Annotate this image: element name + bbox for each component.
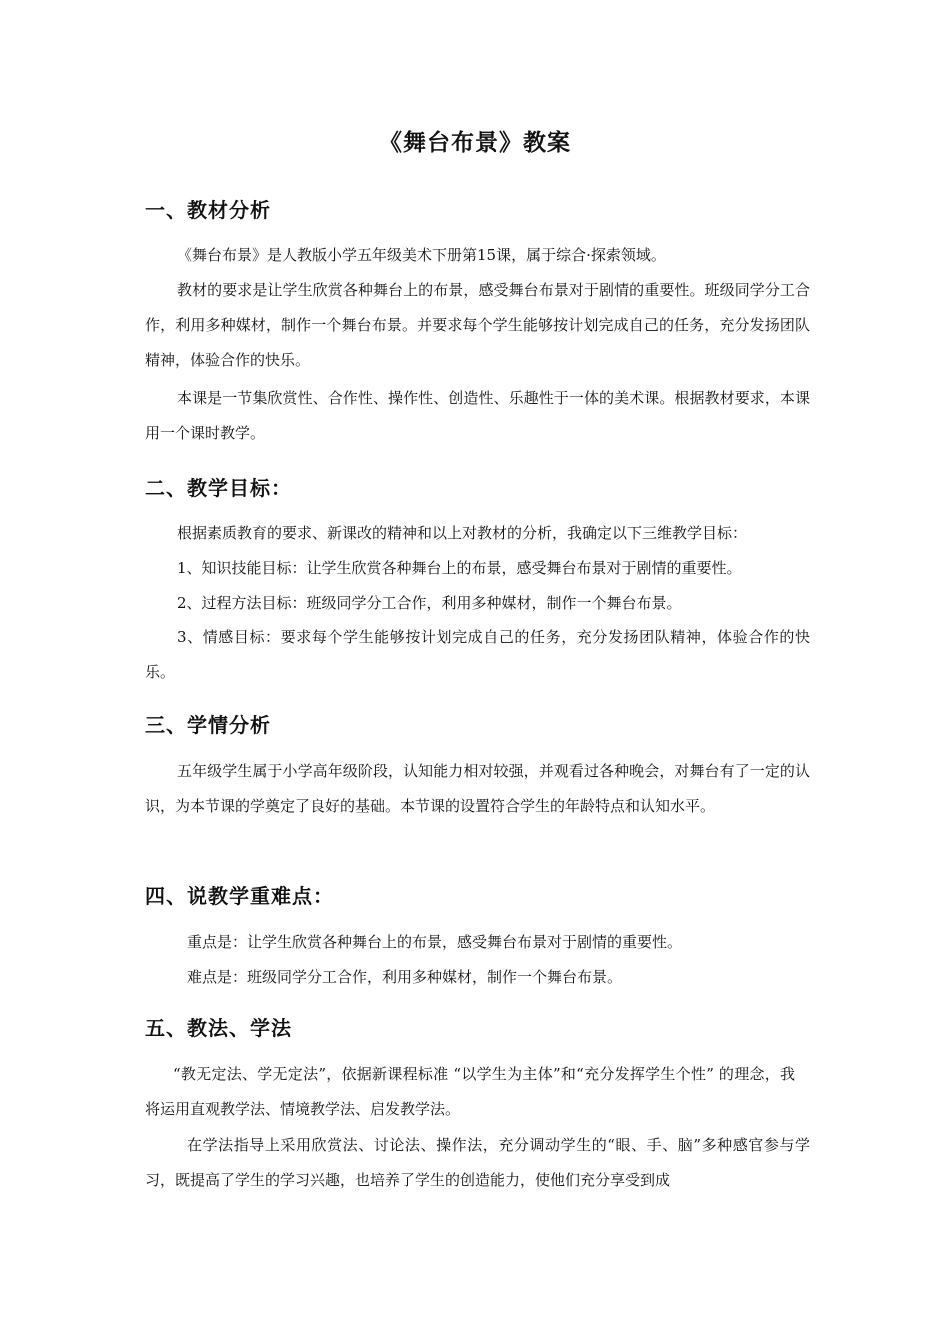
section-heading: 二、教学目标：: [145, 476, 292, 500]
paragraph: 3、情感目标：要求每个学生能够按计划完成自己的任务，充分发扬团队精神，体验合作的快乐。: [145, 628, 810, 681]
paragraph: 《舞台布景》是人教版小学五年级美术下册第15课，属于综合·探索领域。: [177, 246, 666, 264]
paragraph: 本课是一节集欣赏性、合作性、操作性、创造性、乐趣性于一体的美术课。根据教材要求，本课用一个课时教学。: [145, 389, 810, 442]
paragraph: “教无定法、学无定法”，依据新课程标准 “以学生为主体”和“充分发挥学生个性” 的理念，我将运用直观教学法、情境教学法、启发教学法。: [145, 1065, 795, 1118]
paragraph: 1、知识技能目标：让学生欣赏各种舞台上的布景，感受舞台布景对于剧情的重要性。: [177, 559, 742, 577]
paragraph: 在学法指导上采用欣赏法、讨论法、操作法，充分调动学生的“眼、手、脑”多种感官参与学习，既提高了学生的学习兴趣，也培养了学生的创造能力，使他们充分享受到成: [145, 1136, 810, 1189]
paragraph: 重点是：让学生欣赏各种舞台上的布景，感受舞台布景对于剧情的重要性。: [187, 933, 683, 951]
section-heading: 四、说教学重难点：: [145, 884, 334, 908]
section-heading: 三、学情分析: [145, 713, 271, 737]
paragraph: 难点是：班级同学分工合作，利用多种媒材，制作一个舞台布景。: [187, 968, 623, 986]
section-heading: 一、教材分析: [145, 198, 271, 222]
paragraph: 教材的要求是让学生欣赏各种舞台上的布景，感受舞台布景对于剧情的重要性。班级同学分工合作，利用多种媒材，制作一个舞台布景。并要求每个学生能够按计划完成自己的任务，充分发扬团队精神，体验合作的快乐。: [145, 281, 810, 369]
document-title: 《舞台布景》教案: [379, 129, 571, 156]
paragraph: 2、过程方法目标：班级同学分工合作，利用多种媒材，制作一个舞台布景。: [177, 594, 682, 612]
paragraph: 根据素质教育的要求、新课改的精神和以上对教材的分析，我确定以下三维教学目标：: [177, 524, 748, 542]
paragraph: 五年级学生属于小学高年级阶段，认知能力相对较强，并观看过各种晚会，对舞台有了一定的认识，为本节课的学奠定了良好的基础。本节课的设置符合学生的年龄特点和认知水平。: [145, 762, 810, 815]
section-heading: 五、教法、学法: [145, 1016, 292, 1040]
